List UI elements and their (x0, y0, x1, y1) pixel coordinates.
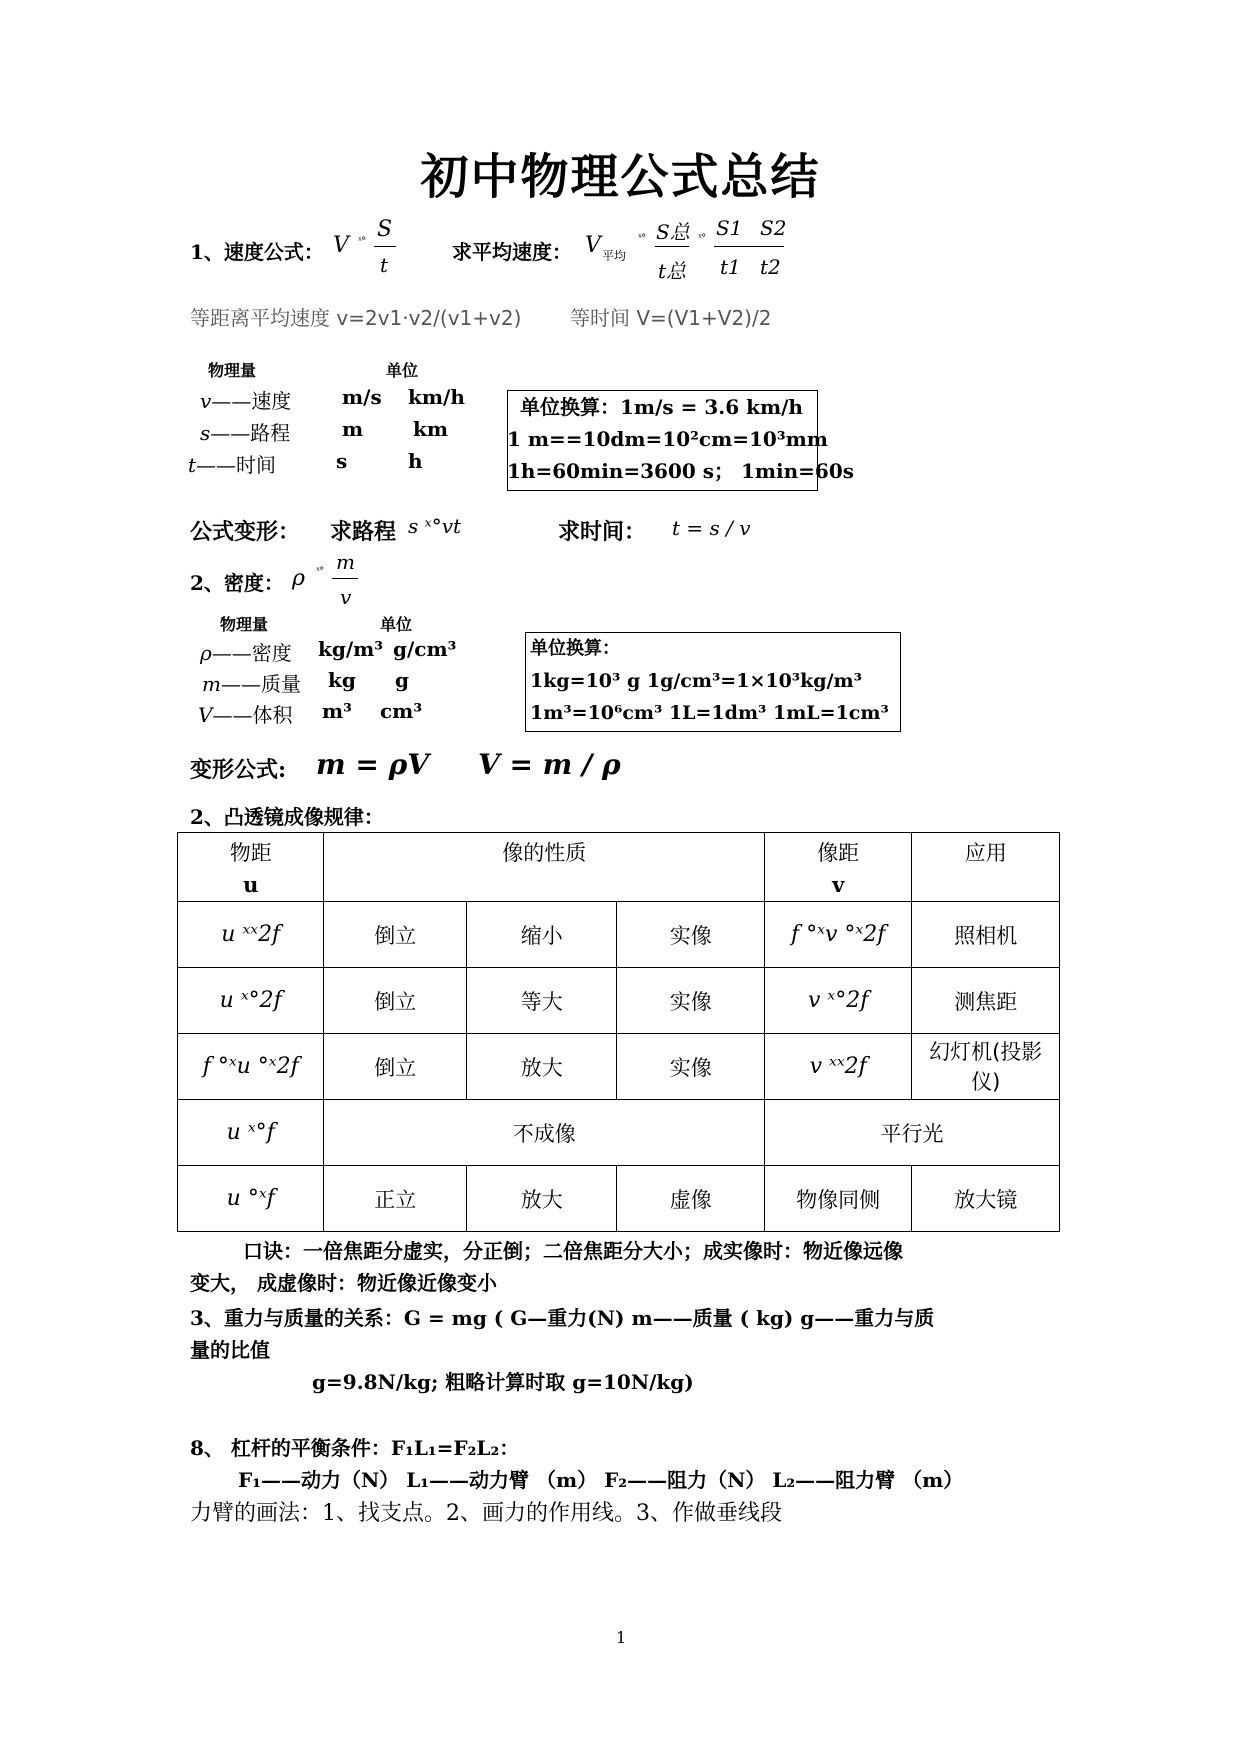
density-row-rho: ρ——密度 (200, 641, 292, 665)
cell-u (178, 1166, 324, 1232)
cell-no-image: 不成像 (324, 1100, 764, 1166)
cell-v: 物像同侧 (764, 1166, 911, 1232)
avg-speed-den: t总 (658, 259, 687, 283)
avg-fraction-bar2 (714, 246, 784, 247)
density-unit-conversion-box (525, 632, 901, 732)
cell-u-text: u ˣ°2f (219, 988, 282, 1013)
lens-section-label: 2、凸透镜成像规律： (190, 805, 384, 829)
density-label: 2、密度： (190, 571, 284, 595)
header-image-nature: 像的性质 (324, 833, 764, 902)
cell-app: 幻灯机(投影仪) (912, 1034, 1060, 1100)
gravity-line3: g=9.8N/kg; 粗略计算时取 g=10N/kg) (312, 1370, 694, 1394)
density-row-m: m——质量 (202, 672, 301, 696)
speed-fraction-bar (374, 246, 396, 247)
cell-type: 虚像 (617, 1166, 765, 1232)
transform-label: 公式变形： (190, 519, 301, 545)
header-u-symbol: u (243, 872, 259, 897)
cell-v-text: v ˣ°2f (808, 988, 869, 1013)
path-label: 求路程 (330, 519, 397, 545)
cell-u-text: u °ˣf (226, 1186, 275, 1211)
table-row (178, 968, 1060, 1034)
cell-v (764, 1034, 911, 1100)
cell-orientation: 正立 (324, 1166, 466, 1232)
density-num: m (336, 550, 355, 574)
density-row-rho-unit1: kg/m³ (318, 637, 384, 661)
equal-distance-avg-speed: 等距离平均速度 v=2v1·v2/(v1+v2) (190, 306, 522, 330)
density-rho: ρ (292, 566, 305, 591)
density-row-v: V——体积 (198, 703, 293, 727)
table-row (178, 1034, 1060, 1100)
speed-formula-label: 1、速度公式： (190, 240, 324, 264)
header-object-distance (178, 833, 324, 902)
header-image-distance (764, 833, 911, 902)
cell-type: 实像 (617, 968, 765, 1034)
cell-u (178, 1034, 324, 1100)
density-row-v-unit2: cm³ (380, 699, 423, 723)
speed-row-t-unit2: h (408, 449, 423, 473)
header-v-symbol: v (832, 872, 845, 897)
speed-row-v-unit2: km/h (408, 385, 465, 409)
avg-speed-den3: t2 (760, 255, 781, 279)
cell-app: 测焦距 (912, 968, 1060, 1034)
cell-size: 缩小 (466, 902, 617, 968)
speed-conv-line3: 1h=60min=3600 s； 1min=60s (507, 459, 855, 483)
density-conv-title: 单位换算： (530, 638, 620, 659)
speed-formula-v: V (333, 233, 349, 258)
cell-app: 放大镜 (912, 1166, 1060, 1232)
lever-line3: 力臂的画法：1、找支点。2、画力的作用线。3、作做垂线段 (190, 1501, 782, 1526)
density-row-rho-unit2: g/cm³ (393, 637, 457, 661)
avg-speed-label: 求平均速度： (452, 240, 572, 264)
cell-orientation: 倒立 (324, 1034, 466, 1100)
time-formula: t = s / v (672, 516, 751, 540)
speed-row-v-unit1: m/s (342, 385, 382, 409)
table-row (178, 1166, 1060, 1232)
cell-v-text: v ˣˣ2f (809, 1054, 867, 1079)
density-fraction-bar (332, 578, 358, 579)
cell-v-text: f °ˣv °ˣ2f (791, 922, 886, 947)
cell-u (178, 902, 324, 968)
density-transform-f1: m = ρV (316, 748, 429, 781)
speed-row-v: v——速度 (200, 389, 292, 413)
time-label: 求时间： (558, 519, 647, 545)
density-row-m-unit2: g (395, 668, 409, 692)
avg-speed-sub: 平均 (602, 249, 627, 263)
density-unit-header: 单位 (380, 615, 413, 634)
path-formula: s ˣ°vt (408, 514, 462, 538)
speed-formula-marks: ˣ° (358, 236, 366, 247)
avg-speed-marks2: ˣ° (698, 233, 706, 244)
avg-speed-marks1: ˣ° (638, 233, 646, 244)
density-transform-f2: V = m / ρ (478, 748, 621, 781)
lens-mnemonic-line2: 变大， 成虚像时：物近像近像变小 (190, 1271, 497, 1295)
avg-fraction-bar1 (655, 246, 689, 247)
cell-parallel-light: 平行光 (764, 1100, 1059, 1166)
cell-v (764, 968, 911, 1034)
cell-type: 实像 (617, 1034, 765, 1100)
density-transform-label: 变形公式: (190, 757, 287, 783)
cell-u-text: f °ˣu °ˣ2f (202, 1054, 299, 1079)
header-application: 应用 (912, 833, 1060, 902)
header-v-label: 像距 (817, 841, 860, 865)
speed-row-t-unit1: s (336, 449, 348, 473)
speed-row-s: s——路程 (200, 421, 291, 445)
cell-orientation: 倒立 (324, 968, 466, 1034)
speed-formula-den: t (380, 253, 389, 277)
table-row (178, 833, 1060, 902)
density-den: v (340, 585, 352, 609)
gravity-line1: 3、重力与质量的关系：G = mg ( G—重力(N) m——质量 ( kg) g——重力与质 (190, 1306, 935, 1330)
speed-formula-num: S (377, 217, 393, 242)
speed-row-s-unit1: m (342, 417, 364, 441)
speed-unit-header: 单位 (386, 361, 419, 380)
page-number: 1 (616, 1628, 627, 1647)
speed-conv-line2: 1 m==10dm=10²cm=10³mm (507, 427, 828, 451)
cell-size: 放大 (466, 1034, 617, 1100)
table-row (178, 1100, 1060, 1166)
speed-unit-conversion-box (507, 390, 855, 491)
density-qty-header: 物理量 (220, 615, 269, 634)
avg-speed-den2: t1 (720, 255, 741, 279)
cell-u (178, 1100, 324, 1166)
table-row (178, 902, 1060, 968)
cell-u (178, 968, 324, 1034)
speed-qty-header: 物理量 (208, 361, 257, 380)
cell-u-text: u ˣ°f (226, 1120, 275, 1145)
cell-u-text: u ˣˣ2f (221, 922, 281, 947)
cell-size: 等大 (466, 968, 617, 1034)
lever-line2: F₁——动力（N） L₁——动力臂 （m） F₂——阻力（N） L₂——阻力臂 （m） (238, 1468, 964, 1492)
density-conv-line3: 1m³=10⁶cm³ 1L=1dm³ 1mL=1cm³ (530, 702, 889, 724)
avg-speed-num: S总 (656, 220, 690, 244)
gravity-line2: 量的比值 (190, 1338, 270, 1362)
cell-type: 实像 (617, 902, 765, 968)
lens-mnemonic-line1: 口诀：一倍焦距分虚实，分正倒；二倍焦距分大小；成实像时：物近像远像 (243, 1239, 903, 1263)
avg-speed-v: V (585, 233, 601, 258)
cell-size: 放大 (466, 1166, 617, 1232)
lever-line1: 8、 杠杆的平衡条件：F₁L₁=F₂L₂： (190, 1436, 520, 1460)
cell-orientation: 倒立 (324, 902, 466, 968)
speed-conv-line1: 单位换算：1m/s = 3.6 km/h (520, 395, 803, 419)
cell-v (764, 902, 911, 968)
density-marks: ˣ° (316, 566, 324, 577)
header-u-label: 物距 (229, 841, 272, 865)
avg-speed-num2: S1 (716, 216, 743, 240)
density-row-m-unit1: kg (328, 668, 356, 692)
speed-row-s-unit2: km (413, 417, 449, 441)
speed-row-t: t——时间 (188, 453, 277, 477)
density-row-v-unit1: m³ (322, 699, 352, 723)
lens-imaging-table (177, 832, 1060, 1232)
cell-app: 照相机 (912, 902, 1060, 968)
equal-time-avg-speed: 等时间 V=(V1+V2)/2 (570, 306, 772, 330)
avg-speed-num3: S2 (760, 216, 787, 240)
page-title: 初中物理公式总结 (420, 149, 821, 205)
density-conv-line2: 1kg=10³ g 1g/cm³=1×10³kg/m³ (530, 670, 862, 692)
